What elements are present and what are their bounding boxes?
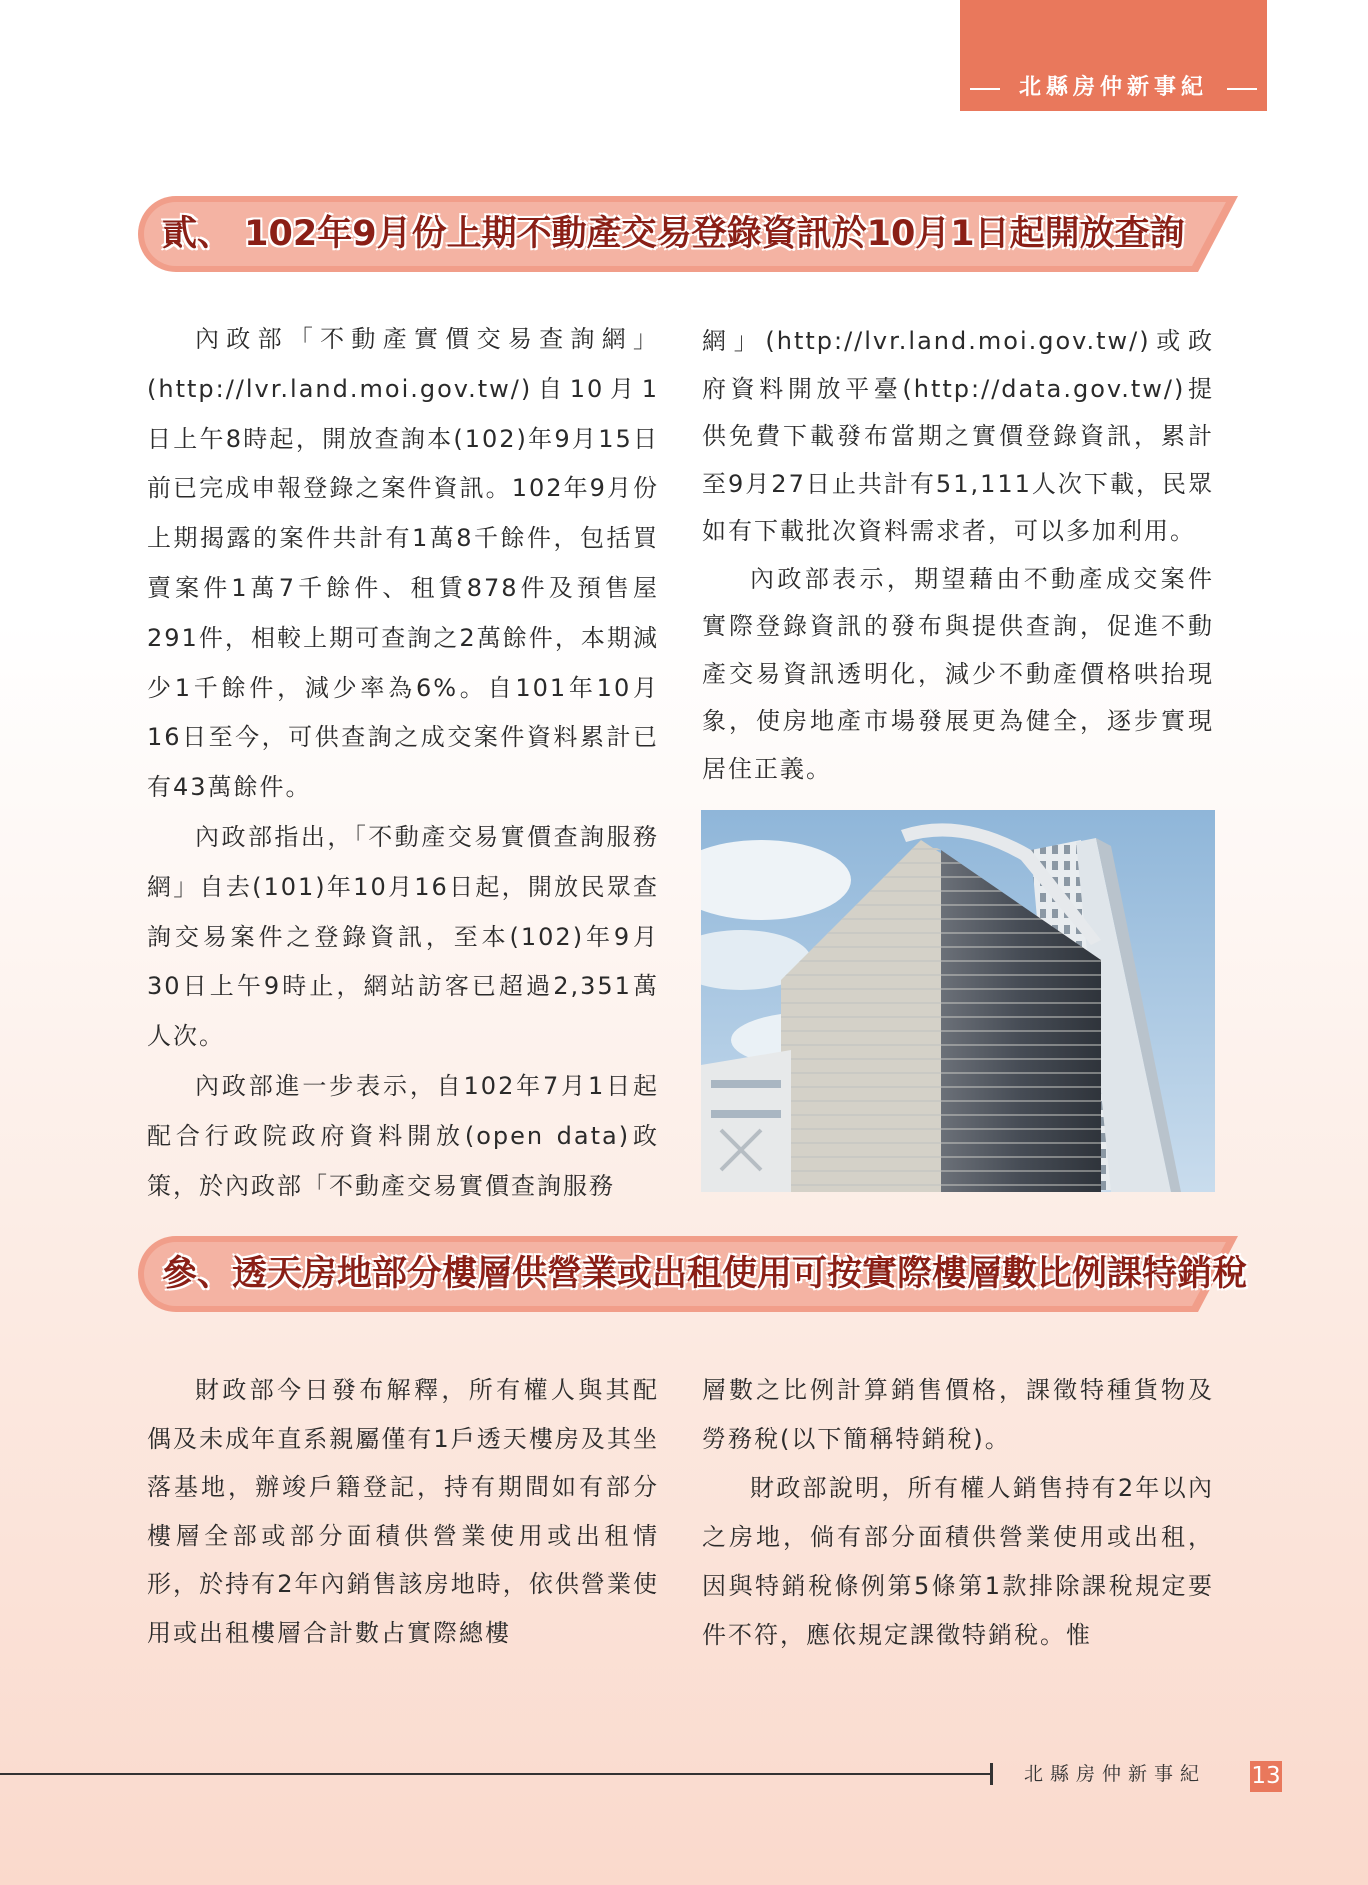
header-title: 北縣房仲新事紀	[1018, 75, 1208, 100]
section3-title: 參、透天房地部分樓層供營業或出租使用可按實際樓層數比例課特銷稅	[162, 1254, 1248, 1294]
section3-banner	[138, 1236, 1248, 1312]
section3-col2	[702, 1366, 1214, 1660]
building-illustration	[701, 810, 1215, 1192]
section2-paragraph: 內政部指出，「不動產交易實價查詢服務網」自去(101)年10月16日起，開放民眾查詢交易案件之登錄資訊，至本(102)年9月30日上午9時止，網站訪客已超過2,351萬人次。	[147, 822, 659, 1051]
footer-rule	[0, 1773, 992, 1775]
header-rule-left	[970, 88, 1000, 90]
section3-paragraph-continued: 層數之比例計算銷售價格，課徵特種貨物及勞務稅(以下簡稱特銷稅)。	[702, 1376, 1214, 1453]
footer-publication-name: 北縣房仲新事紀	[1024, 1763, 1207, 1785]
page-number: 13	[1250, 1761, 1282, 1792]
section2-col2	[702, 318, 1214, 793]
section2-paragraph: 內政部表示，期望藉由不動產成交案件實際登錄資訊的發布與提供查詢，促進不動產交易資訊透明化，減少不動產價格哄抬現象，使房地產市場發展更為健全，逐步實現居住正義。	[702, 564, 1214, 783]
section2-paragraph: 內政部「不動產實價交易查詢網」(http://lvr.land.moi.gov.tw/)自10月1日上午8時起，開放查詢本(102)年9月15日前已完成申報登錄之案件資訊。102年9月份上期揭露的案件共計有1萬8千餘件，包括買賣案件1萬7千餘件、租賃878件及預售屋291件，相較上期可查詢之2萬餘件，本期減少1千餘件，減少率為6%。自101年10月16日至今，可供查詢之成交案件資料累計已有43萬餘件。	[147, 325, 659, 802]
header-tab	[960, 0, 1267, 111]
section2-title: 貳、 102年9月份上期不動產交易登錄資訊於10月1日起開放查詢	[162, 214, 1185, 254]
section2-paragraph-continued: 網」(http://lvr.land.moi.gov.tw/)或政府資料開放平臺(http://data.gov.tw/)提供免費下載發布當期之實價登錄資訊，累計至9月27日止共計有51,111人次下載，民眾如有下載批次資料需求者，可以多加利用。	[702, 327, 1214, 545]
footer-rule-tick	[990, 1763, 993, 1785]
section3-col1	[147, 1366, 659, 1658]
section3-paragraph: 財政部說明，所有權人銷售持有2年以內之房地，倘有部分面積供營業使用或出租，因與特銷稅條例第5條第1款排除課稅規定要件不符，應依規定課徵特銷稅。惟	[702, 1474, 1214, 1649]
section3-paragraph: 財政部今日發布解釋，所有權人與其配偶及未成年直系親屬僅有1戶透天樓房及其坐落基地，辦竣戶籍登記，持有期間如有部分樓層全部或部分面積供營業使用或出租情形，於持有2年內銷售該房地時，依供營業使用或出租樓層合計數占實際總樓	[147, 1376, 659, 1647]
section2-paragraph: 內政部進一步表示，自102年7月1日起配合行政院政府資料開放(open data)政策，於內政部「不動產交易實價查詢服務	[147, 1071, 659, 1200]
header-rule-right	[1227, 88, 1257, 90]
section2-col1	[147, 315, 659, 1211]
section2-banner	[138, 196, 1238, 272]
building-photo	[701, 810, 1215, 1192]
